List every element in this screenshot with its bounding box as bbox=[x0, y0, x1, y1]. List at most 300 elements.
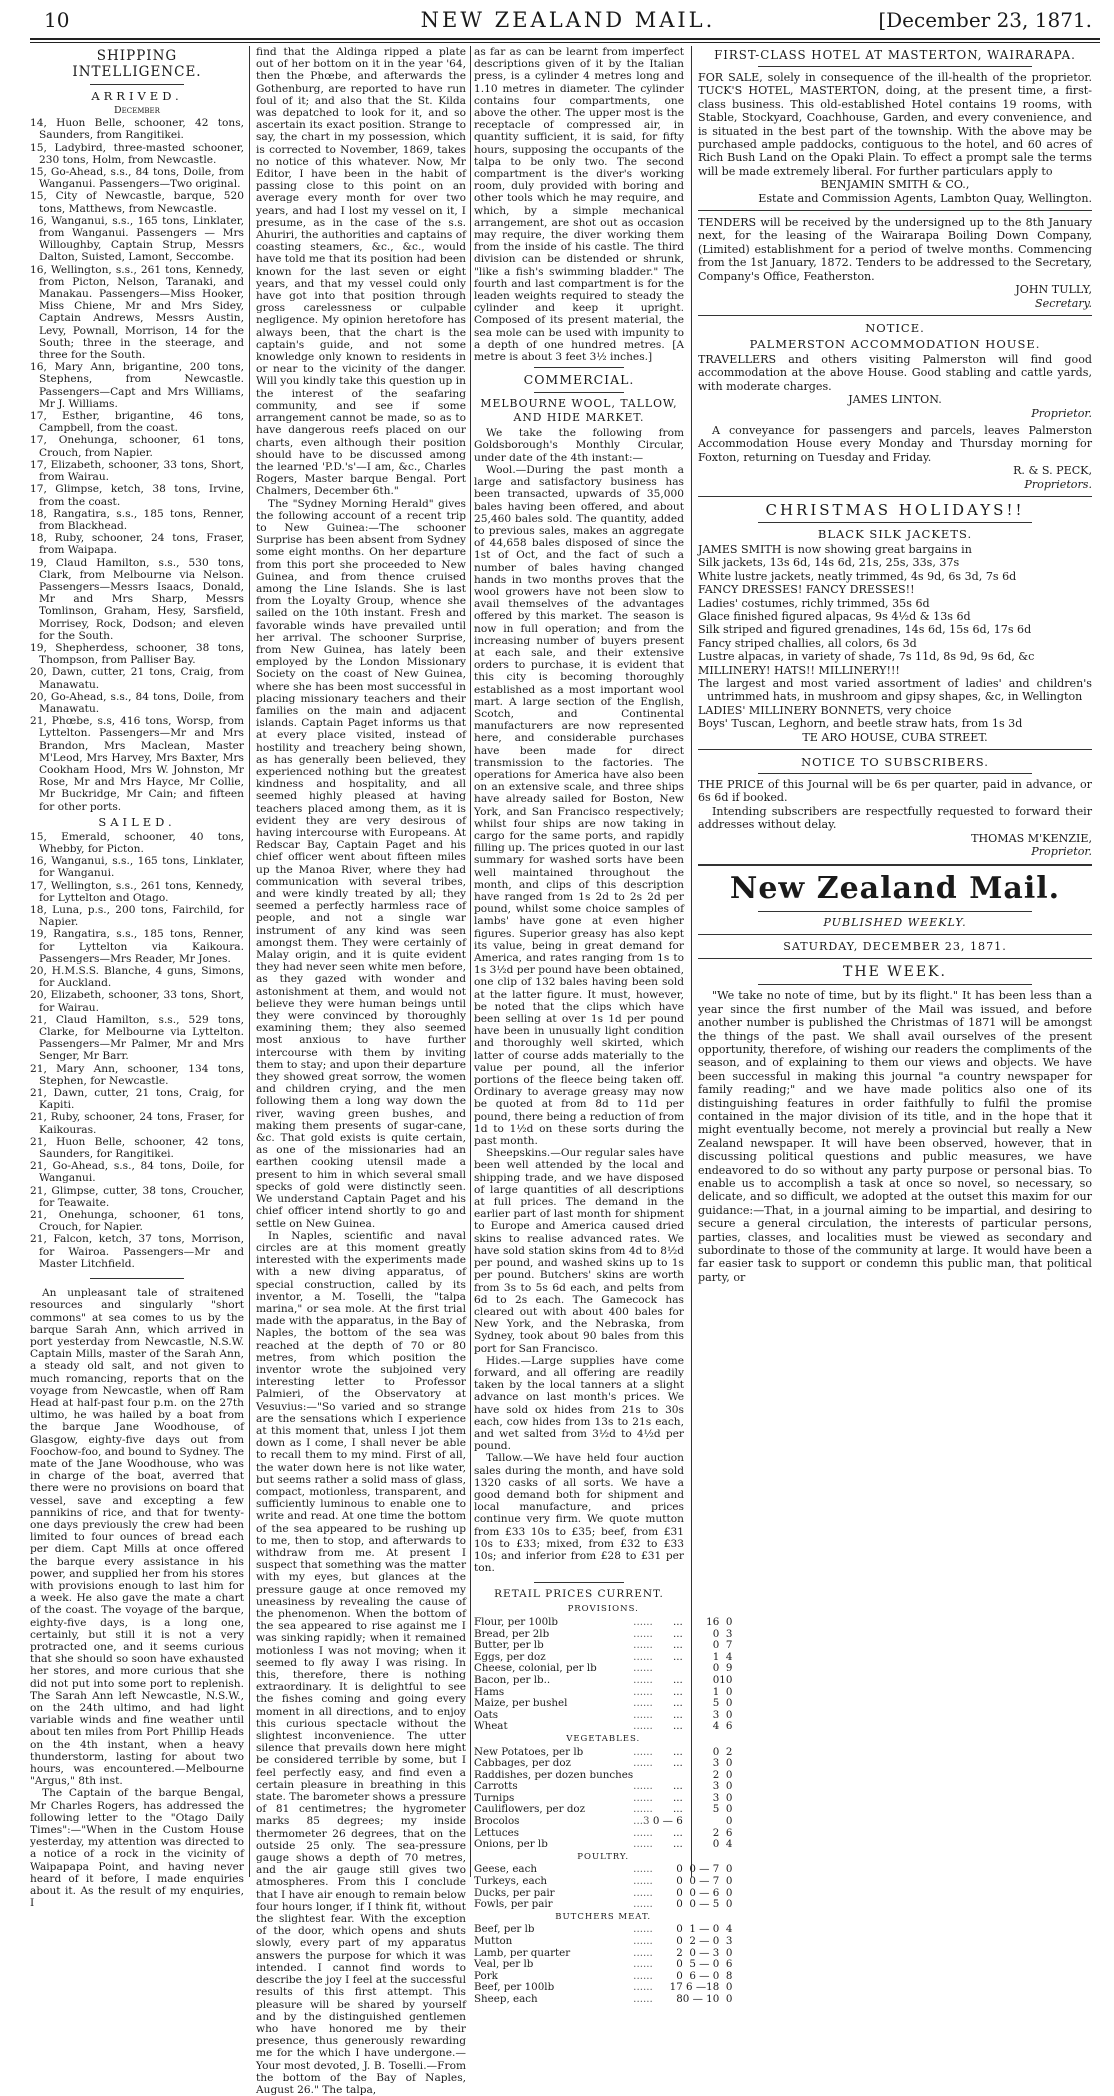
price-cell: ... bbox=[633, 1757, 643, 1770]
column-divider bbox=[249, 46, 250, 1877]
arrival-entry: 19, Claud Hamilton, s.s., 530 tons, Clark, from Melbourne via Nelson. Passengers—Messrs Isaacs, Donald, Mr and Mrs Sharp, Messrs Tomlinson, Graham, Hesy, Sarsfield, Morrisey, Rock, Dodson; and eleven for the South. bbox=[30, 556, 244, 642]
price-cell: 2 bbox=[725, 1745, 733, 1758]
editorial-paragraph: "We take no note of time, but by its flight." It has been less than a year since the first number of the Mail was issued, and before another number is published the Christmas of 1871 will be amongst the things of the past. We shall avail ourselves of the present opportunity, therefore, of wishing our readers the compliments of the season, and of explaining to them our views and objects. We have been successful in making this journal "a country newspaper for family reading;" and we have made politics also one of its distinguishing features in order faithfully to fulfil the promise contained in the major division of its title, and in the hope that it might eventually become, not merely a provincial but really a New Zealand newspaper. It will have been observed, however, that in discussing political questions and public measures, we have endeavored to do so without any party purpose or personal bias. To enable us to accomplish a task at once so novel, so necessary, so delicate, and so difficult, we adopted at the outset this maxim for our guidance:—That, in a journal aiming to be impartial, and desiring to secure a general circulation, the interests of particular persons, parties, classes, and localities must be viewed as secondary and subordinate to those of the community at large. It would have been a far easier task to support or condemn this public man, that political party, or bbox=[698, 989, 1092, 1284]
price-cell: ... bbox=[633, 1815, 643, 1828]
price-cell: ... bbox=[633, 1639, 643, 1652]
price-item: Oats bbox=[474, 1708, 499, 1721]
divider bbox=[90, 1278, 184, 1279]
price-cell: ... bbox=[633, 1923, 643, 1936]
price-item: Geese, each bbox=[474, 1863, 537, 1876]
price-cell: 5 bbox=[712, 1697, 720, 1710]
sailing-entry: 21, Claud Hamilton, s.s., 529 tons, Clarke, for Melbourne via Lyttelton. Passengers—Mr Palmer, Mr and Mrs Senger, Mr Barr. bbox=[30, 1013, 244, 1063]
price-cell: 0 — 3 bbox=[689, 1946, 720, 1959]
sailing-entry: 21, Mary Ann, schooner, 134 tons, Stephen, for Newcastle. bbox=[30, 1062, 244, 1087]
price-cell: ... bbox=[672, 1685, 683, 1698]
masthead-title: NEW ZEALAND MAIL. bbox=[420, 8, 716, 32]
arrival-entry: 20, Go-Ahead, s.s., 84 tons, Doile, from Manawatu. bbox=[30, 690, 244, 715]
price-cell: ... bbox=[643, 1886, 653, 1899]
price-cell: 6 bbox=[725, 1720, 733, 1733]
price-cell: 0 bbox=[712, 1838, 720, 1851]
price-cell: 0 bbox=[725, 1863, 733, 1876]
divider bbox=[698, 315, 1092, 316]
arrival-entry: 17, Glimpse, ketch, 38 tons, Irvine, from the coast. bbox=[30, 483, 244, 508]
price-cell: ... bbox=[643, 1757, 653, 1770]
price-cell: 0 bbox=[676, 1958, 683, 1971]
price-row bbox=[474, 1721, 732, 1733]
price-cell: ... bbox=[643, 1981, 653, 1994]
divider bbox=[534, 1582, 624, 1583]
price-item: Wheat bbox=[474, 1720, 508, 1733]
price-cell: 0 — 5 bbox=[689, 1898, 720, 1911]
price-cell: 0 bbox=[676, 1935, 683, 1947]
price-row bbox=[474, 1675, 732, 1687]
christmas-advert bbox=[698, 543, 1092, 731]
price-cell: 4 bbox=[725, 1838, 733, 1851]
price-cell: 6 — 0 bbox=[689, 1969, 720, 1982]
price-section-heading: PROVISIONS. bbox=[567, 1604, 639, 1615]
price-cell: ... bbox=[672, 1720, 683, 1733]
price-cell: 3 bbox=[712, 1708, 720, 1721]
price-cell: ... bbox=[633, 1780, 643, 1793]
advertiser-name: R. & S. PECK, bbox=[1013, 464, 1092, 478]
arrivals-list bbox=[30, 117, 244, 813]
price-cell: 6 bbox=[725, 1958, 733, 1971]
sheepskins-paragraph: Sheepskins.—Our regular sales have been well attended by the local and shipping trade, and we have disposed of large quantities of all descriptions at full prices. The demand in the earlier part of last month for shipment to Europe and America caused dried skins to realise advanced rates. We have sold station skins from 4d to 8½d per pound, and washed skins up to 1s per pound. Butchers' skins are worth from 3s to 5s 6d each, and pelts from 6d to 2s each. The Gamecock has cleared out with about 400 bales for New York, and the Nebraska, from Sydney, took about 90 bales from this port for San Francisco. bbox=[474, 1147, 684, 1355]
price-cell: ... bbox=[643, 1685, 653, 1698]
divider bbox=[698, 864, 1092, 866]
divider bbox=[534, 392, 624, 393]
arrival-entry: 15, Ladybird, three-masted schooner, 230 tons, Holm, from Newcastle. bbox=[30, 141, 244, 166]
price-cell: ... bbox=[633, 1992, 643, 2005]
sailing-entry: 21, Falcon, ketch, 37 tons, Morrison, for Wairoa. Passengers—Mr and Master Litchfield. bbox=[30, 1233, 244, 1270]
article-paragraph: The Captain of the barque Bengal, Mr Charles Rogers, has addressed the following letter to the "Otago Daily Times":—"When in the Custom House yesterday, my attention was directed to a notice of a rock in the vicinity of Waipapapa Point, and having never heard of it before, I made enquiries about it. As the result of my enquiries, I bbox=[30, 1787, 244, 1910]
column-news bbox=[256, 46, 467, 2096]
christmas-item: The largest and most varied assortment of ladies' and children's untrimmed hats, in mushroom and gipsy shapes, &c, in Wellington bbox=[698, 677, 1092, 704]
christmas-item: MILLINERY! HATS!! MILLINERY!!! bbox=[698, 663, 900, 677]
price-cell: ... bbox=[643, 1662, 653, 1675]
price-item: Beef, per lb bbox=[474, 1923, 535, 1936]
price-item: Turnips bbox=[474, 1791, 515, 1804]
price-cell: ... bbox=[643, 1826, 653, 1839]
price-cell: 9 bbox=[725, 1662, 733, 1675]
price-item: Carrotts bbox=[474, 1780, 518, 1793]
price-item: Beef, per 100lb bbox=[474, 1981, 555, 1994]
price-cell: ... bbox=[643, 1708, 653, 1721]
advertiser-role: Proprietor. bbox=[1031, 845, 1092, 859]
shipping-heading: SHIPPING INTELLIGENCE. bbox=[72, 48, 202, 80]
price-cell: 0 bbox=[725, 1791, 733, 1804]
price-cell: ... bbox=[672, 1780, 683, 1793]
price-cell: ... bbox=[643, 1627, 653, 1640]
price-cell: 0 — 10 bbox=[682, 1992, 720, 2005]
price-cell: 0 bbox=[712, 1627, 720, 1640]
price-cell: ... bbox=[672, 1838, 683, 1851]
price-cell: 0 bbox=[725, 1981, 733, 1994]
price-item: Onions, per lb bbox=[474, 1838, 548, 1851]
price-cell: ... bbox=[672, 1745, 683, 1758]
price-cell: 0 bbox=[725, 1768, 733, 1781]
price-row bbox=[474, 1758, 732, 1770]
price-cell: ... bbox=[643, 1697, 653, 1710]
price-cell: ... bbox=[633, 1662, 643, 1675]
price-item: Raddishes, per dozen bunches bbox=[474, 1768, 634, 1781]
published-line: PUBLISHED WEEKLY. bbox=[823, 915, 967, 929]
price-cell: 0 bbox=[725, 1886, 733, 1899]
price-cell: ... bbox=[643, 1639, 653, 1652]
price-item: Cheese, colonial, per lb bbox=[474, 1662, 597, 1675]
price-cell: ... bbox=[633, 1791, 643, 1804]
advertiser-role: Proprietor. bbox=[1031, 406, 1092, 420]
divider bbox=[698, 749, 1092, 750]
price-cell: 0 bbox=[712, 1639, 720, 1652]
advertiser-name: BENJAMIN SMITH & CO., bbox=[820, 178, 970, 192]
price-cell: 0 bbox=[676, 1969, 683, 1982]
price-cell: ... bbox=[633, 1838, 643, 1851]
arrival-entry: 17, Esther, brigantine, 46 tons, Campbell, from the coast. bbox=[30, 410, 244, 435]
price-cell: ... bbox=[633, 1627, 643, 1640]
market-heading: MELBOURNE WOOL, TALLOW, AND HIDE MARKET. bbox=[480, 397, 678, 425]
price-item: Butter, per lb bbox=[474, 1639, 544, 1652]
price-cell: ... bbox=[672, 1803, 683, 1816]
divider bbox=[698, 934, 1092, 935]
price-cell: 5 bbox=[712, 1803, 720, 1816]
masthead-rule-thin bbox=[30, 42, 1100, 43]
sailing-entry: 21, Huon Belle, schooner, 42 tons, Saunders, for Rangitikei. bbox=[30, 1135, 244, 1161]
column-shipping bbox=[30, 46, 244, 1910]
price-cell: ... bbox=[643, 1673, 653, 1686]
christmas-item: JAMES SMITH is now showing great bargains in bbox=[698, 542, 972, 556]
price-row bbox=[474, 1899, 732, 1911]
price-cell: ... bbox=[643, 1958, 653, 1971]
page-number: 10 bbox=[44, 8, 70, 32]
divider bbox=[758, 984, 1032, 985]
price-cell: 0 — 6 bbox=[652, 1815, 683, 1828]
price-cell: ... bbox=[643, 1720, 653, 1733]
price-cell: 4 bbox=[712, 1720, 720, 1733]
christmas-item: Silk jackets, 13s 6d, 14s 6d, 21s, 25s, 33s, 37s bbox=[698, 556, 960, 570]
price-item: Turkeys, each bbox=[474, 1875, 548, 1888]
advertiser-name: JAMES LINTON. bbox=[848, 393, 942, 407]
price-cell: ... bbox=[633, 1697, 643, 1710]
sailing-entry: 21, Dawn, cutter, 21 tons, Craig, for Kapiti. bbox=[30, 1087, 244, 1112]
sailed-heading: SAILED. bbox=[98, 814, 176, 829]
price-item: Veal, per lb bbox=[474, 1958, 534, 1971]
palmerston-advert: TRAVELLERS and others visiting Palmerston will find good accommodation at the above House. Good stabling and cattle yards, with moderate charges. bbox=[698, 352, 1092, 393]
price-cell: 3 bbox=[712, 1791, 720, 1804]
masthead-date: [December 23, 1871. bbox=[878, 8, 1092, 32]
sailing-entry: 16, Wanganui, s.s., 165 tons, Linklater, for Wanganui. bbox=[30, 855, 244, 880]
price-cell: ... bbox=[643, 1791, 653, 1804]
price-cell: ... bbox=[643, 1803, 653, 1816]
price-item: Hams bbox=[474, 1685, 505, 1698]
article-paragraph: An unpleasant tale of straitened resources and singularly "short commons" at sea comes to us by the barque Sarah Ann, which arrived in port yesterday from Newcastle, N.S.W. Captain Mills, master of the Sarah Ann, a steady old salt, and not given to much romancing, reports that on the voyage from Newcastle, when off Ram Head at half-past four p.m. on the 27th ultimo, he was hailed by a boat from the barque Jane Woodhouse, of Glasgow, eighty-five days out from Foochow-foo, and bound to Sydney. The mate of the Jane Woodhouse, who was in charge of the boat, averred that there were no provisions on board that vessel, save and excepting a few pannikins of rice, and that for twenty-one days previously the crew had been limited to four ounces of bread each per diem. Capt Mills at once offered the barque every assistance in his power, and supplied her from his stores with provisions enough to last him for a week. He also gave the mate a chart of the coast. The voyage of the barque, eighty-five days, is a long one, certainly, but still it is not a very protracted one, and it seems curious that she should so soon have exhausted her stores, and more curious that she did not put into some port to replenish. The Sarah Ann left Newcastle, N.S.W., on the 24th ultimo, and had light variable winds and fine weather until about ten miles from Port Phillip Heads on the 4th instant, when a heavy thunderstorm, lasting for about two hours, was encountered.—Melbourne "Argus," 8th inst. bbox=[30, 1287, 244, 1788]
sailing-entry: 18, Luna, p.s., 200 tons, Fairchild, for Napier. bbox=[30, 904, 244, 929]
price-cell: 3 bbox=[725, 1627, 733, 1640]
price-cell: 4 bbox=[725, 1923, 733, 1936]
price-cell: ... bbox=[633, 1969, 643, 1982]
price-cell: ... bbox=[643, 1923, 653, 1936]
divider bbox=[758, 522, 1032, 523]
price-item: Cauliflowers, per doz bbox=[474, 1803, 586, 1816]
price-cell: 5 — 0 bbox=[689, 1958, 720, 1971]
sailing-entry: 15, Emerald, schooner, 40 tons, Whebby, for Picton. bbox=[30, 830, 244, 855]
price-cell: ... bbox=[633, 1708, 643, 1721]
price-cell: 6 —18 bbox=[686, 1981, 720, 1994]
price-cell: ... bbox=[643, 1946, 653, 1959]
price-item: Ducks, per pair bbox=[474, 1886, 555, 1899]
subscribers-notice: THE PRICE of this Journal will be 6s per quarter, paid in advance, or 6s 6d if booked. bbox=[698, 778, 1092, 805]
christmas-heading: CHRISTMAS HOLIDAYS!! bbox=[765, 500, 1025, 519]
hides-paragraph: Hides.—Large supplies have come forward, and all offering are readily taken by the local tanners at a slight advance on last month's prices. We have sold ox hides from 21s to 30s each, cow hides from 13s to 21s each, and wet salted from 3½d to 4½d per pound. bbox=[474, 1354, 684, 1453]
article-paragraph: as far as can be learnt from imperfect descriptions given of it by the Italian press, is a cylinder 4 metres long and 1.10 metres in diameter. The cylinder contains four compartments, one above the other. The upper most is the receptacle of compressed air, in quantity sufficient, it is said, for fifty hours, supposing the occupants of the talpa to be only two. The second compartment is the diver's working room, duly provided with boring and other tools which he may require, and which, by a simple mechanical arrangement, are shot out as occasion may require, the diver working them from the inside of his castle. The third division can be distended or shrunk, "like a fish's swimming bladder." The fourth and last compartment is for the leaden weights required to steady the cylinder and keep it upright. Composed of its present material, the sea mole can be used with impunity to a depth of one hundred metres. [A metre is about 3 feet 3½ inches.] bbox=[474, 46, 684, 364]
arrival-entry: 16, Mary Ann, brigantine, 200 tons, Stephens, from Newcastle. Passengers—Capt and Mrs Williams, Mr J. Williams. bbox=[30, 361, 244, 410]
price-cell: ... bbox=[633, 1673, 643, 1686]
arrived-heading: ARRIVED. bbox=[91, 89, 183, 103]
price-cell: ... bbox=[643, 1838, 653, 1851]
price-cell: 3 bbox=[712, 1757, 720, 1770]
article-paragraph: The "Sydney Morning Herald" gives the following account of a recent trip to New Guinea:—The schooner Surprise has been absent from Sydney some eight months. On her departure from this port she proceeded to New Guinea, and from thence cruised among the Line Islands. She is last from the Loyalty Group, whence she sailed on the 10th instant. Fresh and favorable winds have prevailed until her arrival. The schooner Surprise, from New Guinea, has lately been employed by the London Missionary Society on the coast of New Guinea, where she has been most successful in placing missionary teachers and their families on the main and adjacent islands. Captain Paget informs us that at every place visited, instead of hostility and treachery being shown, as has generally been believed, they experienced nothing but the greatest kindness and hospitality, and all seemed highly pleased at having teachers placed among them, as it is evident they are very desirous of having intercourse with Europeans. At Redscar Bay, Captain Paget and his chief officer went about fifteen miles up the Manoa River, where they had communication with several tribes, and were kindly treated by all; they seemed a perfectly harmless race of people, and not a single war instrument of any kind was seen amongst them. They were certainly of Malay origin, and it is quite evident they had never seen white men before, as they gazed with wonder and astonishment at them, and would not believe they were human beings until they were convinced by thoroughly examining them; they also seemed most anxious to have further intercourse with them by inviting them to stay; and upon their departure they showed great sorrow, the women and children crying, and the men following them a long way down the river, waving green bushes, and making them presents of sugar-cane, &c. That gold exists is quite certain, as one of the missionaries had an earthen cooking utensil made a present to him in which several small specks of gold were distinctly seen. We understand Captain Paget and his chief officer intend shortly to go and settle on New Guinea. bbox=[256, 497, 466, 1230]
price-row bbox=[474, 1710, 732, 1722]
sailing-entry: 20, H.M.S.S. Blanche, 4 guns, Simons, for Auckland. bbox=[30, 965, 244, 990]
price-cell: ... bbox=[633, 1685, 643, 1698]
sailing-entry: 17, Wellington, s.s., 261 tons, Kennedy, for Lyttelton and Otago. bbox=[30, 879, 244, 904]
christmas-item: Boys' Tuscan, Leghorn, and beetle straw hats, from 1s 3d bbox=[698, 717, 1023, 731]
divider bbox=[698, 958, 1092, 959]
arrival-entry: 20, Dawn, cutter, 21 tons, Craig, from Manawatu. bbox=[30, 666, 244, 691]
tallow-paragraph: Tallow.—We have held four auction sales during the month, and have sold 1320 casks of all sorts. We have a good demand both for shipment and local manufacture, and prices continue very firm. We quote mutton from £33 10s to £35; beef, from £31 10s to £33; mixed, from £32 to £33 10s; and inferior from £28 to £31 per ton. bbox=[474, 1452, 684, 1575]
price-cell: 1 bbox=[712, 1685, 720, 1698]
price-cell: 0 bbox=[676, 1875, 683, 1888]
divider bbox=[90, 84, 184, 85]
sailing-entry: 21, Ruby, schooner, 24 tons, Fraser, for Kaikouras. bbox=[30, 1111, 244, 1136]
price-cell: 6 bbox=[725, 1826, 733, 1839]
arrival-entry: 21, Phœbe, s.s, 416 tons, Worsp, from Lyttelton. Passengers—Mr and Mrs Brandon, Mrs Maclean, Master M'Leod, Mrs Harvey, Mrs Baxter, Mrs Cookham Hood, Mrs W. Johnston, Mr Rose, Mr and Mrs Hayce, Mr Collie, Mr Buckridge, Mr Cain; and fifteen for other ports. bbox=[30, 715, 244, 813]
christmas-item: FANCY DRESSES! FANCY DRESSES!! bbox=[698, 583, 915, 597]
price-cell: 10 bbox=[719, 1673, 733, 1686]
price-cell: 0 bbox=[676, 1886, 683, 1899]
price-section-heading: BUTCHERS MEAT. bbox=[555, 1911, 652, 1922]
price-cell: 0 bbox=[725, 1803, 733, 1816]
price-cell: ... bbox=[643, 1992, 653, 2005]
price-cell: 0 bbox=[725, 1685, 733, 1698]
arrival-entry: 15, Go-Ahead, s.s., 84 tons, Doile, from Wanganui. Passengers—Two original. bbox=[30, 166, 244, 191]
arrival-entry: 17, Elizabeth, schooner, 33 tons, Short, from Wairau. bbox=[30, 458, 244, 484]
price-cell: ... bbox=[633, 1650, 643, 1663]
price-cell: ... bbox=[672, 1639, 683, 1652]
arrival-entry: 14, Huon Belle, schooner, 42 tons, Saunders, from Rangitikei. bbox=[30, 117, 244, 142]
price-cell: ... bbox=[672, 1650, 683, 1663]
price-item: New Potatoes, per lb bbox=[474, 1745, 584, 1758]
price-cell: ... bbox=[672, 1708, 683, 1721]
tenders-advert: TENDERS will be received by the undersigned up to the 8th January next, for the leasing of the Wairarapa Boiling Down Company, (Limited) establishment for a period of twelve months. Commencing from the 1st January, 1872. Tenders to be addressed to the Secretary, Company's Office, Featherston. bbox=[698, 216, 1092, 283]
price-cell: ... bbox=[643, 1745, 653, 1758]
price-item: Sheep, each bbox=[474, 1992, 538, 2005]
price-cell: ... bbox=[633, 1863, 643, 1876]
price-item: Fowls, per pair bbox=[474, 1898, 553, 1911]
price-cell: 16 bbox=[706, 1615, 720, 1628]
price-row bbox=[474, 1617, 732, 1629]
price-item: Pork bbox=[474, 1969, 498, 1982]
week-heading: THE WEEK. bbox=[843, 964, 947, 981]
christmas-item: Glace finished figured alpacas, 9s 4½d & 13s 6d bbox=[698, 610, 971, 623]
price-cell: ... bbox=[633, 1886, 643, 1899]
price-row bbox=[474, 1876, 732, 1888]
price-cell: 0 bbox=[676, 1898, 683, 1911]
price-item: Bread, per 2lb bbox=[474, 1627, 550, 1640]
price-cell: 0 bbox=[725, 1875, 733, 1888]
price-item: Lamb, per quarter bbox=[474, 1946, 571, 1959]
commercial-heading: COMMERCIAL. bbox=[523, 372, 635, 388]
price-cell: ... bbox=[633, 1981, 643, 1994]
price-cell: ... bbox=[643, 1935, 653, 1947]
price-item: Eggs, per doz bbox=[474, 1650, 546, 1663]
price-cell: ... bbox=[633, 1875, 643, 1888]
price-cell: 0 bbox=[725, 1780, 733, 1793]
christmas-item: LADIES' MILLINERY BONNETS, very choice bbox=[698, 703, 952, 717]
price-cell: ... bbox=[672, 1757, 683, 1770]
price-cell: ... bbox=[633, 1720, 643, 1733]
sailing-entry: 21, Onehunga, schooner, 61 tons, Crouch, for Napier. bbox=[30, 1209, 244, 1234]
divider bbox=[758, 773, 1032, 774]
price-cell: ... bbox=[633, 1615, 643, 1628]
masthead bbox=[44, 8, 1092, 36]
conveyance-advert: A conveyance for passengers and parcels, leaves Palmerston Accommodation House every Monday and Thursday morning for Foxton, returning on Tuesday and Friday. bbox=[698, 423, 1092, 464]
price-row bbox=[474, 1640, 732, 1652]
sailings-list bbox=[30, 831, 244, 1270]
price-item: Maize, per bushel bbox=[474, 1697, 568, 1710]
price-cell: 2 — 0 bbox=[689, 1935, 720, 1947]
price-cell: ... bbox=[643, 1898, 653, 1911]
price-cell: 0 bbox=[725, 1708, 733, 1721]
article-paragraph: We take the following from Goldsborough's Monthly Circular, under date of the 4th instant:— bbox=[474, 427, 684, 464]
price-cell: ... bbox=[633, 1958, 643, 1971]
divider bbox=[698, 210, 1092, 211]
price-row bbox=[474, 1816, 732, 1828]
price-cell: 3 bbox=[725, 1935, 733, 1947]
price-cell: 0 bbox=[725, 1697, 733, 1710]
hotel-heading: FIRST-CLASS HOTEL AT MASTERTON, WAIRARAPA. bbox=[714, 48, 1076, 62]
price-item: Bacon, per lb.. bbox=[474, 1673, 551, 1686]
christmas-item: Lustre alpacas, in variety of shade, 7s 11d, 8s 9d, 9s 6d, &c bbox=[698, 650, 1035, 664]
price-cell: 0 bbox=[712, 1673, 720, 1686]
price-item: Cabbages, per doz bbox=[474, 1757, 571, 1770]
issue-date: SATURDAY, DECEMBER 23, 1871. bbox=[783, 939, 1007, 953]
column-commercial bbox=[474, 46, 733, 2005]
price-cell: ... bbox=[672, 1615, 683, 1628]
arrival-entry: 18, Ruby, schooner, 24 tons, Fraser, from Waipapa. bbox=[30, 532, 244, 557]
price-cell: ... bbox=[643, 1650, 653, 1663]
price-cell: 0 — 6 bbox=[689, 1886, 720, 1899]
divider bbox=[534, 367, 624, 368]
price-cell: ... bbox=[633, 1745, 643, 1758]
arrival-entry: 15, City of Newcastle, barque, 520 tons, Matthews, from Newcastle. bbox=[30, 190, 244, 215]
price-cell: 8 bbox=[725, 1969, 733, 1982]
price-item: Lettuces bbox=[474, 1826, 519, 1839]
price-item: Mutton bbox=[474, 1935, 513, 1947]
advertiser-name: THOMAS M'KENZIE, bbox=[971, 831, 1092, 845]
arrival-entry: 17, Onehunga, schooner, 61 tons, Crouch, from Napier. bbox=[30, 434, 244, 459]
advertiser-role: Secretary. bbox=[1035, 296, 1092, 310]
christmas-subheading: BLACK SILK JACKETS. bbox=[817, 526, 973, 541]
price-cell: 2 bbox=[712, 1768, 720, 1781]
sailing-entry: 19, Rangatira, s.s., 185 tons, Renner, for Lyttelton via Kaikoura. Passengers—Mrs Reader, Mr Jones. bbox=[30, 928, 244, 965]
advertiser-role: Proprietors. bbox=[1024, 477, 1092, 491]
price-cell: ... bbox=[633, 1935, 643, 1947]
price-cell: 2 bbox=[712, 1826, 720, 1839]
price-cell: 0 — 7 bbox=[689, 1863, 720, 1876]
sailing-entry: 21, Glimpse, cutter, 38 tons, Croucher, for Teawaite. bbox=[30, 1184, 244, 1209]
price-cell: ... bbox=[643, 1863, 653, 1876]
price-cell: ... bbox=[672, 1791, 683, 1804]
price-cell: ... bbox=[643, 1875, 653, 1888]
price-cell: 0 bbox=[725, 1946, 733, 1959]
price-cell: 0 bbox=[725, 1815, 733, 1828]
price-cell: 0 bbox=[725, 1615, 733, 1628]
price-section-heading: POULTRY. bbox=[577, 1851, 630, 1862]
price-cell: 1 bbox=[712, 1650, 720, 1663]
divider bbox=[698, 496, 1092, 497]
advertiser-address: Estate and Commission Agents, Lambton Quay, Wellington. bbox=[758, 191, 1092, 205]
price-cell: 3 bbox=[643, 1815, 650, 1828]
price-section-heading: VEGETABLES. bbox=[566, 1733, 641, 1744]
price-row bbox=[474, 1994, 732, 2006]
divider bbox=[758, 911, 1032, 912]
price-cell: ... bbox=[633, 1946, 643, 1959]
advertiser-address: TE ARO HOUSE, CUBA STREET. bbox=[802, 730, 988, 744]
price-cell: ... bbox=[643, 1780, 653, 1793]
arrival-entry: 16, Wanganui, s.s., 165 tons, Linklater, from Wanganui. Passengers — Mrs Willoughby, Captain Strup, Messrs Dalton, Suisted, Lamont, Seccombe. bbox=[30, 214, 244, 264]
christmas-item: Ladies' costumes, richly trimmed, 35s 6d bbox=[698, 596, 930, 610]
price-cell: 2 bbox=[676, 1946, 683, 1959]
arrival-entry: 18, Rangatira, s.s., 185 tons, Renner, from Blackhead. bbox=[30, 507, 244, 532]
advertiser-name: JOHN TULLY, bbox=[1015, 283, 1092, 297]
price-cell: 3 bbox=[712, 1780, 720, 1793]
wool-paragraph: Wool.—During the past month a large and satisfactory business has been transacted, upwards of 35,000 bales having been offered, and about 25,460 bales sold. The quantity, added to previous sales, makes an aggregate of 44,658 bales disposed of since the 1st of Oct, and the fact of such a number of bales having changed hands in two months proves that the wool growers have not been slow to avail themselves of the advantages offered by this market. The season is now in full operation; and from the increasing number of buyers present at each sale, and their extensive orders to purchase, it is evident that this city is becoming thoroughly established as a most important wool mart. A large section of the English, Scotch, and Continental manufacturers are now represented here, and considerable purchases have been made for direct transmission to the factories. The operations for America have also been on an extensive scale, and three ships have already sailed for Boston, New York, and San Francisco respectively; whilst four ships are now taking in cargo for the same ports, and rapidly filling up. The prices quoted in our last summary for washed sorts have been well maintained throughout the month, and clips of this description have ranged from 1s 2d to 2s 2d per pound, whilst some choice samples of lambs' have gone at even higher figures. Superior greasy has also kept its value, being in great demand for America, and rates ranging from 1s to 1s 3½d per pound have been obtained, one clip of 132 bales having been sold at the latter figure. It must, however, be noted that the clips which have been selling at over 1s 1d per pound have been in unusually light condition and thoroughly well skirted, which latter of course adds materially to the value per pound, all the inferior portions of the fleece being taken off. Ordinary to average greasy may now be quoted at from 8d to 11d per pound, there being a reduction of from 1d to 1½d on these sorts during the past month. bbox=[474, 463, 684, 1148]
divider bbox=[758, 66, 1032, 67]
month-label: December bbox=[114, 105, 160, 116]
column-divider bbox=[691, 46, 692, 1877]
price-cell: 0 bbox=[725, 1898, 733, 1911]
subscribers-notice: Intending subscribers are respectfully requested to forward their addresses without delay. bbox=[698, 804, 1092, 832]
paper-title: New Zealand Mail. bbox=[729, 870, 1061, 906]
column-divider bbox=[470, 46, 471, 1877]
price-cell: 0 bbox=[725, 1757, 733, 1770]
price-table bbox=[474, 1603, 732, 2005]
price-row bbox=[474, 1698, 732, 1710]
sailing-entry: 20, Elizabeth, schooner, 33 tons, Short, for Wairau. bbox=[30, 989, 244, 1014]
palmerston-heading: PALMERSTON ACCOMMODATION HOUSE. bbox=[749, 336, 1041, 351]
price-cell: 0 bbox=[725, 1992, 733, 2005]
price-cell: 0 bbox=[712, 1745, 720, 1758]
notice-heading: NOTICE. bbox=[865, 320, 925, 335]
christmas-item: Silk striped and figured grenadines, 14s 6d, 15s 6d, 17s 6d bbox=[698, 623, 1032, 637]
price-cell: ... bbox=[672, 1697, 683, 1710]
price-cell: ... bbox=[633, 1898, 643, 1911]
hotel-advert: FOR SALE, solely in consequence of the ill-health of the proprietor. TUCK'S HOTEL, MASTERTON, doing, at the present time, a first-class business. This old-established Hotel contains 19 rooms, with Stable, Stockyard, Coachhouse, Garden, and every convenience, and is situated in the best part of the township. With the above may be purchased ample paddocks, contiguous to the hotel, and 60 acres of Rich Bush Land on the Opaki Plain. To effect a prompt sale the terms will be made extremely liberal. For further particulars apply to bbox=[698, 71, 1092, 178]
price-cell: 8 bbox=[676, 1992, 683, 2005]
prices-heading: RETAIL PRICES CURRENT. bbox=[494, 1588, 664, 1601]
price-cell: 4 bbox=[725, 1650, 733, 1663]
price-cell: 0 — 7 bbox=[689, 1875, 720, 1888]
price-cell: 0 bbox=[676, 1923, 683, 1936]
christmas-item: White lustre jackets, neatly trimmed, 4s 9d, 6s 3d, 7s 6d bbox=[698, 569, 1017, 583]
arrival-entry: 16, Wellington, s.s., 261 tons, Kennedy, from Picton, Nelson, Taranaki, and Manakau. Passengers—Miss Hooker, Miss Chiene, Mr and Mrs Sidey, Captain Andrews, Messrs Austin, Levy, Pownall, Morrison, 14 for the South; three in the steerage, and three for the South. bbox=[30, 263, 244, 362]
masthead-rule bbox=[30, 38, 1100, 40]
price-cell: 0 bbox=[676, 1863, 683, 1876]
price-item: Flour, per 100lb bbox=[474, 1615, 559, 1628]
price-item: Brocolos bbox=[474, 1815, 520, 1828]
subscribers-heading: NOTICE TO SUBSCRIBERS. bbox=[801, 755, 989, 770]
